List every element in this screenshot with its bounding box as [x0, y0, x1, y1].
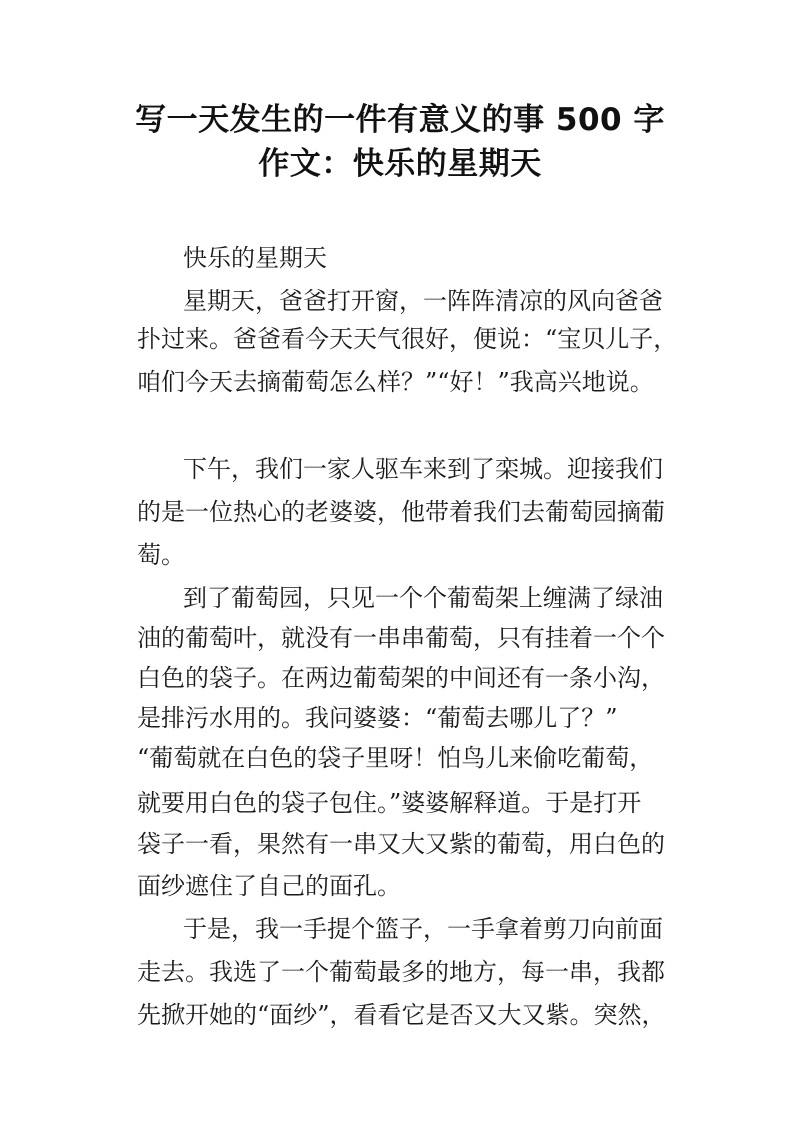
essay-line: 油的葡萄叶，就没有一串串葡萄，只有挂着一个个	[137, 624, 665, 652]
essay-line: 咱们今天去摘葡萄怎么样？”“好！”我高兴地说。	[137, 368, 654, 396]
essay-line: 白色的袋子。在两边葡萄架的中间还有一条小沟，	[137, 664, 665, 692]
essay-line: 的是一位热心的老婆婆，他带着我们去葡萄园摘葡	[137, 498, 665, 526]
essay-line: 面纱遮住了自己的面孔。	[137, 872, 401, 900]
essay-line: 于是，我一手提个篮子，一手拿着剪刀向前面	[183, 915, 663, 943]
essay-line: 走去。我选了一个葡萄最多的地方，每一串，我都	[137, 958, 665, 986]
essay-line: 星期天，爸爸打开窗，一阵阵清凉的风向爸爸	[183, 287, 663, 315]
essay-line: 到了葡萄园，只见一个个葡萄架上缠满了绿油	[183, 584, 663, 612]
essay-line: 是排污水用的。我问婆婆：“葡萄去哪儿了？”	[137, 704, 618, 732]
title-line-2: 作文：快乐的星期天	[258, 146, 542, 182]
essay-line: 萄。	[137, 541, 185, 569]
essay-subtitle: 快乐的星期天	[183, 244, 327, 272]
essay-line: 就要用白色的袋子包住。”婆婆解释道。于是打开	[137, 789, 642, 817]
essay-line: “葡萄就在白色的袋子里呀！怕鸟儿来偷吃葡萄，	[137, 744, 654, 772]
title-line-1: 写一天发生的一件有意义的事 500 字	[135, 102, 665, 138]
essay-line: 下午，我们一家人驱车来到了栾城。迎接我们	[183, 455, 663, 483]
essay-line: 先掀开她的“面纱”，看看它是否又大又紫。突然，	[137, 1001, 666, 1029]
essay-line: 袋子一看，果然有一串又大又紫的葡萄，用白色的	[137, 830, 665, 858]
essay-line: 扑过来。爸爸看今天天气很好，便说：“宝贝儿子，	[137, 325, 678, 353]
